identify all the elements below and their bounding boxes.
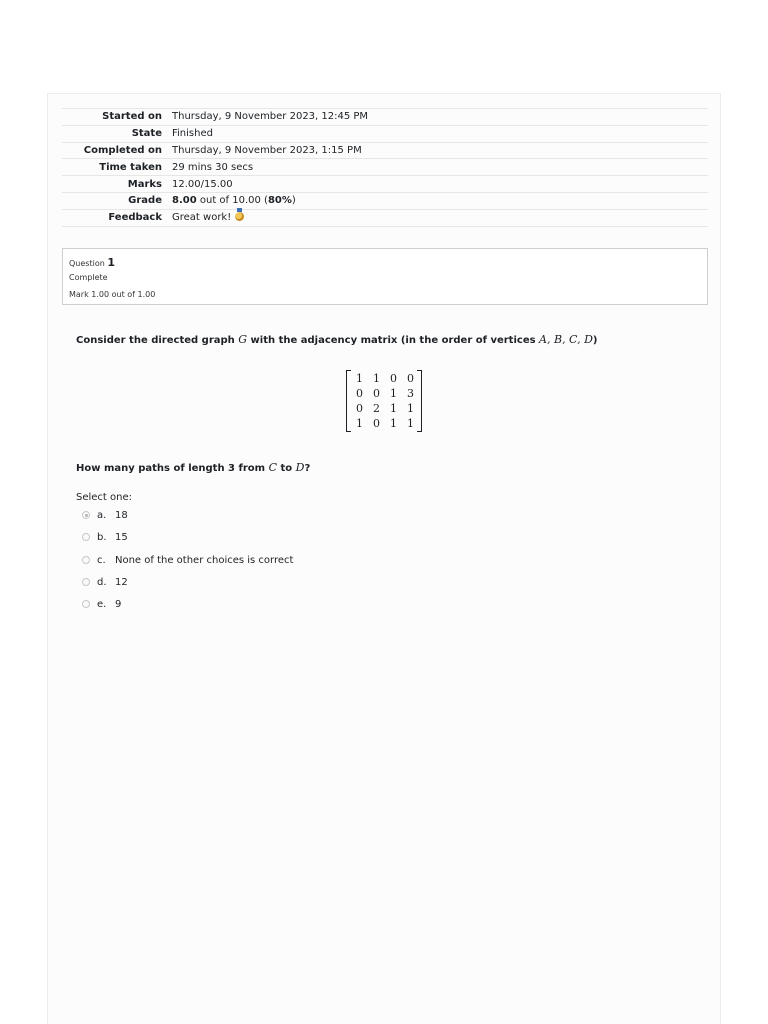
matrix-cell: 0 xyxy=(373,387,380,400)
answer-text: 15 xyxy=(115,531,128,543)
grade-close: ) xyxy=(291,195,296,207)
matrix-row xyxy=(351,416,419,431)
summary-label: Marks xyxy=(127,178,162,190)
matrix-cell: 0 xyxy=(373,417,380,430)
matrix-grid xyxy=(351,371,419,431)
answer-option-a[interactable] xyxy=(82,507,382,523)
summary-label: Completed on xyxy=(83,144,162,156)
answer-letter: c. xyxy=(97,554,106,566)
question-label: Question xyxy=(69,259,105,268)
question-number xyxy=(69,256,115,269)
grade-score: 8.00 xyxy=(172,195,197,207)
medal-icon xyxy=(235,212,244,221)
matrix-cell: 2 xyxy=(373,402,380,415)
feedback-text: Great work! xyxy=(172,212,232,224)
summary-row-time-taken xyxy=(62,159,708,176)
matrix-cell: 0 xyxy=(356,387,363,400)
question-text-prefix: Consider the directed graph xyxy=(76,335,239,346)
radio-button[interactable] xyxy=(82,533,90,541)
answer-option-b[interactable] xyxy=(82,529,382,545)
question-text-mid: with the adjacency matrix (in the order of vertices xyxy=(247,335,540,346)
summary-value: Thursday, 9 November 2023, 12:45 PM xyxy=(172,111,369,123)
ask-mid: to xyxy=(276,463,296,474)
summary-row-marks xyxy=(62,176,708,193)
summary-label: Feedback xyxy=(108,212,162,224)
summary-label: State xyxy=(131,128,162,140)
answer-letter: a. xyxy=(97,509,107,521)
answer-option-e[interactable] xyxy=(82,596,382,612)
adjacency-matrix xyxy=(346,370,422,432)
question-info-box xyxy=(62,248,708,305)
graph-symbol: G xyxy=(238,333,248,346)
question-state: Complete xyxy=(69,273,108,282)
summary-value: 29 mins 30 secs xyxy=(172,161,254,173)
matrix-row xyxy=(351,371,419,386)
summary-label: Grade xyxy=(128,195,162,207)
ask-suffix: ? xyxy=(304,463,311,474)
matrix-cell: 1 xyxy=(390,402,397,415)
matrix-cell: 1 xyxy=(390,387,397,400)
answer-text: 12 xyxy=(115,576,128,588)
matrix-cell: 3 xyxy=(407,387,414,400)
matrix-row xyxy=(351,386,419,401)
answer-text: None of the other choices is correct xyxy=(115,554,294,566)
matrix-row xyxy=(351,401,419,416)
question-number-value: 1 xyxy=(107,256,115,269)
summary-row-feedback xyxy=(62,209,708,226)
summary-row-started xyxy=(62,109,708,126)
matrix-cell: 0 xyxy=(356,402,363,415)
attempt-summary-table xyxy=(62,108,708,227)
question-text-suffix: ) xyxy=(592,335,598,346)
vertex-list: A, B, C, D xyxy=(539,333,593,346)
radio-button[interactable] xyxy=(82,578,90,586)
answer-text: 18 xyxy=(115,509,128,521)
summary-value: Thursday, 9 November 2023, 1:15 PM xyxy=(172,144,362,156)
grade-percent: 80% xyxy=(267,195,292,207)
radio-button[interactable] xyxy=(82,511,90,519)
matrix-cell: 1 xyxy=(373,372,380,385)
matrix-cell: 1 xyxy=(356,372,363,385)
grade-value xyxy=(172,192,708,209)
answer-option-d[interactable] xyxy=(82,574,382,590)
matrix-cell: 1 xyxy=(390,417,397,430)
ask-from-vertex: C xyxy=(268,461,277,474)
question-mark: Mark 1.00 out of 1.00 xyxy=(69,290,156,299)
question-text xyxy=(76,333,597,346)
matrix-cell: 1 xyxy=(407,402,414,415)
summary-label: Started on xyxy=(102,111,162,123)
grade-out-of: out of 10.00 ( xyxy=(196,195,268,207)
quiz-review-panel xyxy=(47,93,721,1024)
summary-row-grade xyxy=(62,192,708,209)
radio-button[interactable] xyxy=(82,600,90,608)
answer-text: 9 xyxy=(115,598,122,610)
summary-row-completed xyxy=(62,142,708,159)
matrix-cell: 0 xyxy=(407,372,414,385)
question-ask xyxy=(76,461,310,474)
answer-letter: e. xyxy=(97,598,107,610)
summary-value: Finished xyxy=(172,128,213,140)
summary-row-state xyxy=(62,125,708,142)
select-one-prompt: Select one: xyxy=(76,492,133,503)
ask-to-vertex: D xyxy=(295,461,305,474)
answer-option-c[interactable] xyxy=(82,552,382,568)
summary-label: Time taken xyxy=(99,161,162,173)
answer-letter: d. xyxy=(97,576,107,588)
answer-letter: b. xyxy=(97,531,107,543)
feedback-value xyxy=(172,209,708,226)
matrix-cell: 1 xyxy=(356,417,363,430)
matrix-cell: 0 xyxy=(390,372,397,385)
radio-button[interactable] xyxy=(82,556,90,564)
matrix-cell: 1 xyxy=(407,417,414,430)
summary-value: 12.00/15.00 xyxy=(172,178,233,190)
ask-prefix: How many paths of length 3 from xyxy=(76,463,269,474)
